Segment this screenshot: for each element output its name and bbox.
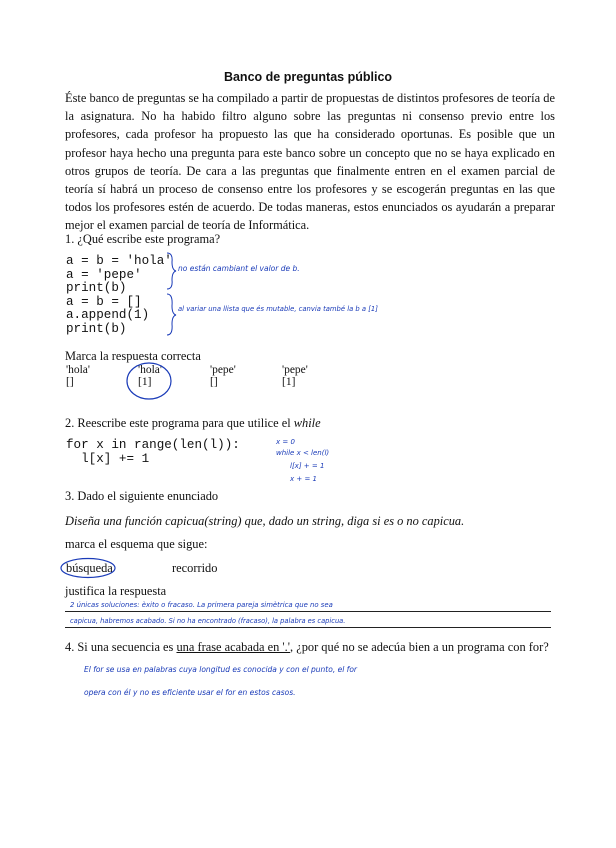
q4-answer-line-2: opera con él y no es eficiente usar el for en estos casos. <box>84 688 296 697</box>
q2-code-block <box>66 439 240 466</box>
answer-line-rule <box>65 627 551 628</box>
q3-answer-circle <box>58 556 118 580</box>
q1-answer-circle <box>124 360 174 402</box>
option-top: 'hola' <box>66 364 90 376</box>
q3-answer-line-1: 2 únicas soluciones: èxito o fracaso. La primera pareja simètrica que no sea <box>70 601 333 609</box>
question-2 <box>65 416 321 431</box>
code-line: a.append(1) <box>66 308 150 323</box>
code-line: print(b) <box>66 321 127 336</box>
q3-option-recorrido[interactable]: recorrido <box>172 561 218 575</box>
option-bottom: [] <box>66 376 74 388</box>
q1-handwritten-note-1: no están cambiant el valor de b. <box>178 264 300 273</box>
intro-paragraph: Éste banco de preguntas se ha compilado a partir de propuestas de distintos profesores de teoría de la asignatura. No ha habido filtro alguno sobre las preguntas ni consenso previo entre los profesores, cada profesor ha propuesto las que ha considerado oportunas. Es posible que un profesor haya hecho una pregunta para este banco sobre un concepto que no se haya explicado en otros grupos de teoría. De cara a las preguntas que finalmente entren en el examen parcial de teoría sí habrá un proceso de consenso entre los profesores y se escogerán preguntas en las que todos los profesores estén de acuerdo. De todas maneras, estos enunciados os ayudarán a preparar mejor el examen parcial de teoría de Informática. <box>65 91 555 233</box>
q4-question-post: , ¿por qué no se adecúa bien a un programa con for? <box>290 640 549 654</box>
option-bottom: [] <box>210 376 218 388</box>
question-1: 1. ¿Qué escribe este programa? <box>65 232 221 246</box>
answer-line-rule <box>65 611 551 612</box>
q4-question-pre: 4. Si una secuencia es <box>65 640 177 654</box>
q2-answer-line-1: x = 0 <box>276 438 295 446</box>
q3-prompt: marca el esquema que sigue: <box>65 537 208 551</box>
question-3: 3. Dado el siguiente enunciado <box>65 489 219 503</box>
q3-option-busqueda[interactable]: búsqueda <box>66 561 113 575</box>
q1-prompt: Marca la respuesta correcta <box>65 349 201 363</box>
page-title: Banco de preguntas público <box>223 70 393 84</box>
q2-keyword: while <box>293 416 321 430</box>
brace-1 <box>167 253 176 289</box>
option-top: 'pepe' <box>210 364 236 376</box>
q4-question-underlined: una frase acabada en '.' <box>176 640 290 654</box>
option-top: 'hola' <box>138 364 162 376</box>
q2-answer-line-4: x + = 1 <box>290 475 318 483</box>
q4-answer-line-1: El for se usa en palabras cuya longitud es conocida y con el punto, el for <box>84 665 357 674</box>
q1-code-block <box>66 255 172 337</box>
q1-option-d[interactable] <box>282 364 308 388</box>
code-line: a = b = [] <box>66 294 142 309</box>
q1-handwritten-note-2: al variar una llista que és mutable, canvia també la b a [1] <box>178 305 378 313</box>
brace-2 <box>167 294 176 335</box>
code-line: print(b) <box>66 281 127 296</box>
q3-justify-label: justifica la respuesta <box>65 584 167 598</box>
option-bottom: [1] <box>282 376 296 388</box>
code-line: a = b = 'hola' <box>66 254 172 268</box>
option-bottom: [1] <box>138 376 152 388</box>
q1-option-c[interactable] <box>210 364 236 388</box>
code-line: a = 'pepe' <box>66 267 142 282</box>
q3-answer-line-2: capicua, habremos acabado. Si no ha encontrado (fracaso), la palabra es capicua. <box>70 617 346 625</box>
q1-option-a[interactable] <box>66 364 90 388</box>
code-line: for x in range(len(l)): <box>66 438 240 452</box>
option-top: 'pepe' <box>282 364 308 376</box>
code-line: l[x] += 1 <box>66 451 150 466</box>
q2-answer-line-2: while x < len(l) <box>276 449 330 457</box>
q3-statement: Diseña una función capicua(string) que, dado un string, diga si es o no capicua. <box>65 514 465 528</box>
q2-question-text: 2. Reescribe este programa para que utilice el <box>65 416 294 430</box>
q2-answer-line-3: l[x] + = 1 <box>290 462 325 470</box>
handwritten-braces <box>164 250 178 340</box>
question-4 <box>65 640 549 655</box>
